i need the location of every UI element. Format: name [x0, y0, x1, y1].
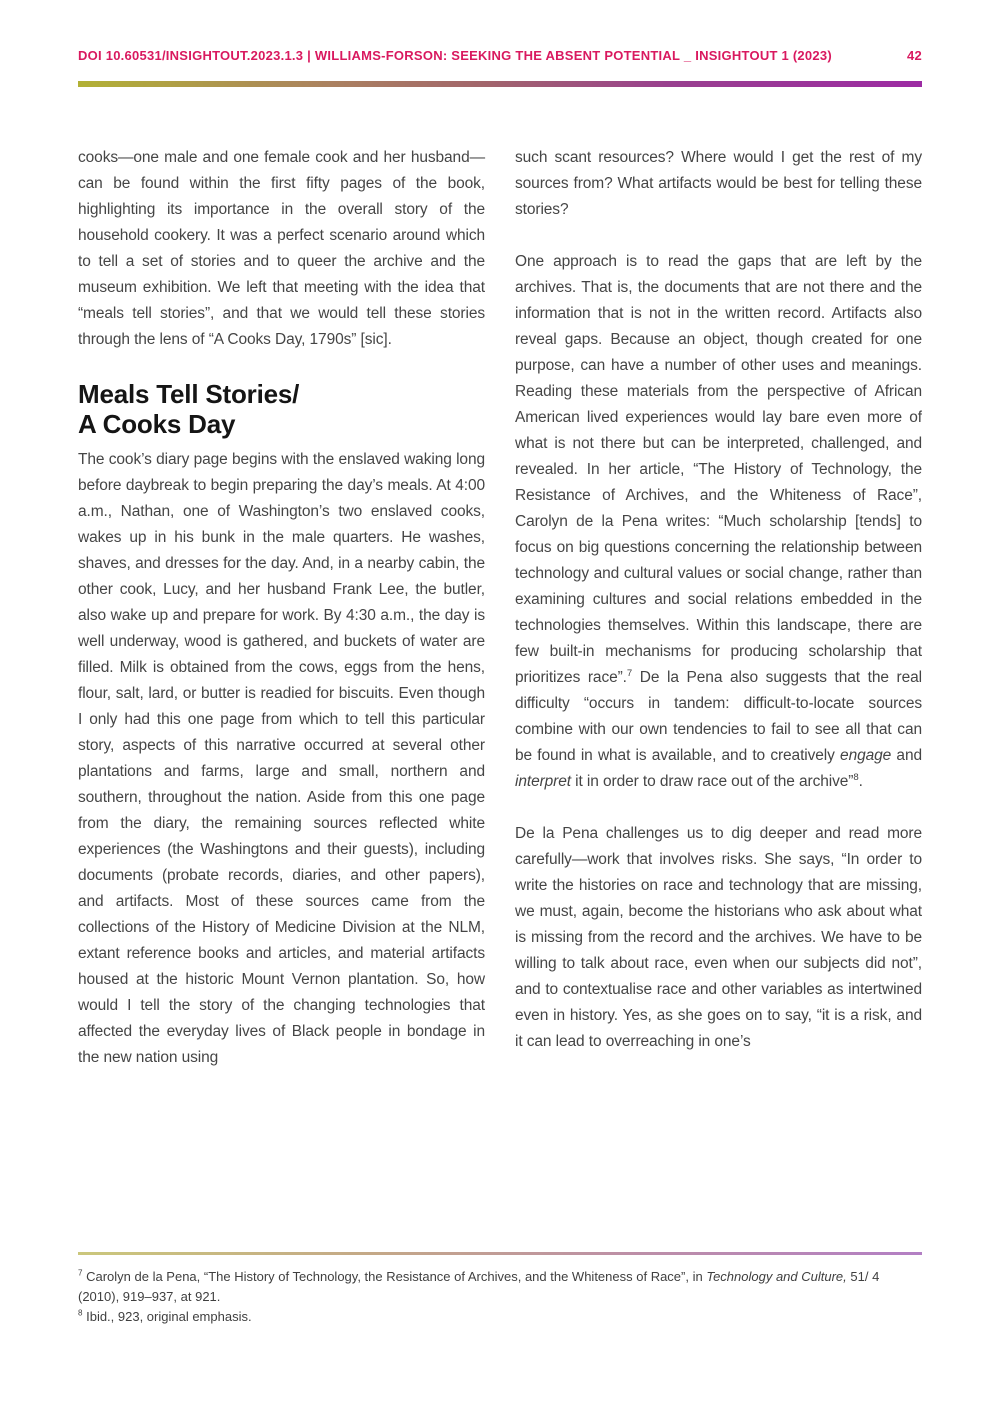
page-number: 42	[907, 48, 922, 63]
header-gradient-rule	[78, 81, 922, 87]
paragraph-cooks-day: The cook’s diary page begins with the enslaved waking long before daybreak to begin preparing the day’s meals. At 4:00 a.m., Nathan, one of Washington’s two enslaved cooks, wakes up in his bunk in the male quarters. He washes, shaves, and dresses for the day. And, in a nearby cabin, the other cook, Lucy, and her husband Frank Lee, the butler, also wake up and prepare for work. By 4:30 a.m., the day is well underway, wood is gathered, and buckets of water are filled. Milk is obtained from the cows, eggs from the hens, flour, salt, lard, or butter is readied for biscuits. Even though I only had this one page from which to tell this particular story, aspects of this narrative occurred at several other plantations and farms, large and small, northern and southern, throughout the nation. Aside from this one page from the diary, the remaining sources reflected white experiences (the Washingtons and their guests), including documents (probate records, diaries, and other papers), and artifacts. Most of these sources came from the collections of the History of Medicine Division at the NLM, extant reference books and articles, and material artifacts housed at the historic Mount Vernon plantation. So, how would I tell the story of the changing technologies that affected the everyday lives of Black people in bondage in the new nation using	[78, 451, 485, 1066]
running-head: DOI 10.60531/INSIGHTOUT.2023.1.3 | WILLIAMS-FORSON: SEEKING THE ABSENT POTENTIAL _ INSIGHTOUT 1 (2023)	[78, 48, 832, 63]
paragraph-questions: such scant resources? Where would I get the rest of my sources from? What artifacts would be best for telling these stories?	[515, 149, 922, 218]
footnotes-section	[78, 1252, 922, 1327]
article-columns	[78, 145, 922, 1245]
page-header	[78, 48, 922, 87]
footnote-8: $^8$ Ibid., 923, original emphasis.	[78, 1308, 252, 1324]
paragraph-reading-gaps: One approach is to read the gaps that are left by the archives. That is, the documents that are not there and the information that is not in the written record. Artifacts also reveal gaps. Because an object, though created for one purpose, can have a number of other uses and meanings. Reading these materials from the perspective of African American lived experiences would lay bare even more of what is not there but can be interpreted, challenged, and revealed. In her article, “The History of Technology, the Resistance of Archives, and the Whiteness of Race”, Carolyn de la Pena writes: “Much scholarship [tends] to focus on big questions concerning the relationship between technology and cultural values or social change, rather than examining cultures and social relations embedded in the technologies themselves. Within this landscape, there are few built-in mechanisms for producing scholarship that prioritizes race”.$^7$ De la Pena also suggests that the real difficulty “occurs in tandem: difficult-to-locate sources combine with our own tendencies to fail to see all that can be found in what is available, and to creatively engage and interpret it in order to draw race out of the archive”$^8$.	[515, 253, 922, 790]
paragraph-de-la-pena: De la Pena challenges us to dig deeper and read more carefully—work that involves risks. She says, “In order to write the histories on race and technology that are missing, we must, again, become the historians who ask about what is missing from the record and the archives. We have to be willing to talk about race, even when our subjects did not”, and to contextualise race and other variables as intertwined even in history. Yes, as she goes on to say, “it is a risk, and it can lead to overreaching in one’s	[515, 825, 922, 1050]
footnote-7: $^7$ Carolyn de la Pena, “The History of Technology, the Resistance of Archives, and the Whiteness of Race”, in Technology and Culture, 51/ 4 (2010), 919–937, at 921.	[78, 1268, 880, 1304]
footnote-gradient-rule	[78, 1252, 922, 1255]
section-heading-line2: A Cooks Day	[78, 409, 236, 439]
section-heading-line1: Meals Tell Stories/	[78, 379, 300, 409]
header-row	[78, 48, 922, 63]
section-heading	[78, 379, 485, 439]
left-column	[78, 145, 485, 1245]
right-column	[515, 145, 922, 1245]
paragraph-intro: cooks—one male and one female cook and her husband—can be found within the first fifty pages of the book, highlighting its importance in the overall story of the household cookery. It was a perfect scenario around which to tell a set of stories and to queer the archive and the museum exhibition. We left that meeting with the idea that “meals tell stories”, and that we would tell these stories through the lens of “A Cooks Day, 1790s” [sic].	[78, 149, 485, 348]
